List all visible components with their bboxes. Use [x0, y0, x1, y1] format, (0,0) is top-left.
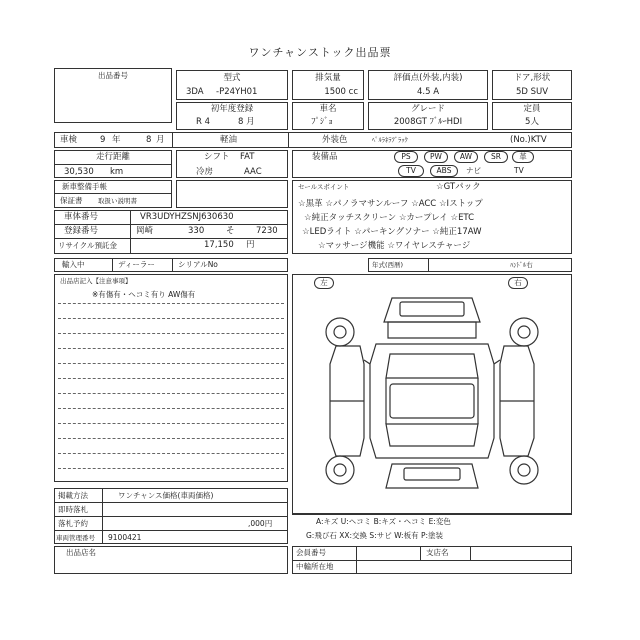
- inspection-label: 車検: [60, 135, 78, 145]
- recycle-unit: 円: [246, 240, 255, 250]
- model-value-left: 3DA: [186, 87, 204, 97]
- shift-box: [176, 150, 288, 178]
- capacity-label: 定員: [523, 104, 541, 114]
- plate-number: 7230: [256, 226, 278, 236]
- door-value: 5D SUV: [515, 87, 549, 97]
- member-label: 会員番号: [296, 548, 326, 557]
- equipment-label: 装備品: [312, 152, 338, 162]
- score-label: 評価点(外装,内装): [393, 73, 463, 83]
- car-diagram: [300, 288, 564, 500]
- auction-sheet: ワンチャンストック出品票 出品番号 型式 3DA -P24YH01 排気量 1500 cc 評価点(外装,内装) 4.5 A ドア,形状 5D SUV 初年度登録 R 4 8 月 車名 ﾌﾟｼﾞｮ グレード 2008GT ﾌﾞﾙｰHDI 定員 5人 車検 9 年 8 月 軽油 外装色 ﾍﾟﾙﾗﾈﾗﾌﾞﾗｯｸ (No.)KTV 走行距離 30,530 km シフト FAT 冷房 AAC 装備品 PS PW AW SR 革 TV ABS ナビ TV 新車整備手帳 保証書 取扱い説明書 セールスポイント ☆GTパック ☆黒革 ☆パノラマサンルーフ ☆ACC ☆Iストップ ☆純正タッチスクリーン ☆カープレイ ☆ETC ☆LEDライト ☆パーキングソナー ☆純正17AW ☆マッサージ機能 ☆ワイヤレスチャージ 車体番号 VR3UDYHZSNJ630630 登録番号 岡崎 330 そ 7230 リサイクル預託金 17,150 円 輸入中 ディーラー シリアルNo 年式(西暦) ﾊﾝﾄﾞﾙ右 出品店記入【注意事項】 ※有傷有・ヘコミ有り AW傷有 左 右 A:キズ U:ヘコミ B:キズ・ヘコミ E:変色 G:飛び石 XX:交換 S:サビ W:板有 P:塗装 掲載方法 ワンチャンス価格(車両価格) 即時落札 落札予約 ,000円 車両管理番号 9100421 出品店名 会員番号 支店名 中輸所在地: [0, 0, 640, 640]
- sales-point-5: ☆マッサージ機能 ☆ワイヤレスチャージ: [318, 241, 471, 251]
- first-reg-month: 8 月: [238, 117, 255, 127]
- lot-number-label: 出品番号: [98, 71, 128, 80]
- member-no-value: 9100421: [108, 533, 142, 542]
- capacity-value: 5人: [525, 117, 539, 127]
- method-value: ワンチャンス価格(車両価格): [118, 491, 214, 500]
- contract-label: 落札予約: [58, 519, 88, 528]
- warranty-label: 保証書: [60, 196, 83, 205]
- import-serial: シリアルNo: [178, 260, 218, 269]
- inspection-year: 9: [100, 135, 106, 145]
- plate-area: 岡崎: [136, 226, 154, 236]
- sales-point-4: ☆LEDライト ☆パーキングソナー ☆純正17AW: [302, 227, 482, 237]
- shop-label: 出品店名: [66, 548, 96, 557]
- grade-label: グレード: [410, 104, 445, 114]
- import-dealer: ディーラー: [118, 260, 155, 269]
- notes-line-1: ※有傷有・ヘコミ有り AW傷有: [92, 290, 196, 299]
- sales-point-2: ☆黒革 ☆パノラマサンルーフ ☆ACC ☆Iストップ: [298, 199, 483, 209]
- mileage-value: 30,530: [64, 167, 94, 177]
- recycle-label: リサイクル預託金: [58, 241, 117, 250]
- door-label: ドア,形状: [513, 73, 551, 83]
- manual-label: 新車整備手帳: [62, 182, 107, 191]
- import-row: [54, 258, 288, 272]
- warranty-value: 取扱い説明書: [98, 197, 137, 205]
- color-value: ﾍﾟﾙﾗﾈﾗﾌﾞﾗｯｸ: [372, 136, 408, 144]
- name-value: ﾌﾟｼﾞｮ: [311, 117, 333, 127]
- member-no-label: 車両管理番号: [56, 534, 95, 542]
- equipment-tv2: TV: [514, 166, 524, 175]
- legend-row-1: A:キズ U:ヘコミ B:キズ・ヘコミ E:変色: [316, 517, 451, 526]
- fuel-value: 軽油: [220, 135, 238, 145]
- mileage-unit: km: [110, 167, 124, 177]
- contract-value: ,000円: [248, 519, 273, 528]
- instant-label: 即時落札: [58, 505, 88, 514]
- diagram-left-label: 左: [320, 278, 328, 287]
- recycle-value: 17,150: [204, 240, 234, 250]
- blank-box: [176, 180, 288, 208]
- sales-point-3: ☆純正タッチスクリーン ☆カープレイ ☆ETC: [304, 213, 475, 223]
- plate-label: 登録番号: [64, 226, 99, 236]
- method-label: 掲載方法: [58, 491, 88, 500]
- sheet-title: ワンチャンストック出品票: [248, 46, 392, 59]
- aircon-label: 冷房: [196, 167, 214, 177]
- inspection-month-unit: 月: [156, 135, 165, 145]
- plate-class: 330: [188, 226, 205, 236]
- grade-value: 2008GT ﾌﾞﾙｰHDI: [393, 117, 463, 127]
- inspection-month: 8: [146, 135, 152, 145]
- mileage-label: 走行距離: [95, 152, 130, 162]
- import-label: 輸入中: [62, 260, 85, 269]
- year-label: 年式(西暦): [372, 261, 404, 269]
- first-reg-year: R 4: [196, 117, 211, 127]
- branch-label: 支店名: [426, 548, 449, 557]
- name-label: 車名: [319, 104, 337, 114]
- equipment-navi: ナビ: [466, 166, 481, 175]
- transport-label: 中輸所在地: [296, 562, 334, 571]
- handle-value: ﾊﾝﾄﾞﾙ右: [510, 261, 533, 269]
- model-value-right: -P24YH01: [216, 87, 258, 97]
- color-label: 外装色: [322, 135, 348, 145]
- displacement-value: 1500 cc: [324, 87, 358, 97]
- first-reg-label: 初年度登録: [210, 104, 254, 114]
- inspection-year-unit: 年: [112, 135, 121, 145]
- aircon-value: AAC: [244, 167, 262, 177]
- score-value: 4.5 A: [416, 87, 440, 97]
- color-number: (No.)KTV: [510, 135, 547, 145]
- model-label: 型式: [223, 73, 241, 83]
- plate-kana: そ: [226, 226, 235, 236]
- sales-point-1: ☆GTパック: [436, 182, 481, 192]
- diagram-right-label: 右: [514, 278, 522, 287]
- shift-value: FAT: [240, 152, 255, 162]
- notes-label: 出品店記入【注意事項】: [60, 277, 132, 285]
- vin-value: VR3UDYHZSNJ630630: [140, 212, 234, 222]
- sales-point-label: セールスポイント: [298, 183, 350, 191]
- vin-label: 車体番号: [64, 212, 99, 222]
- legend-row-2: G:飛び石 XX:交換 S:サビ W:板有 P:塗装: [306, 531, 444, 540]
- inspection-row: [54, 132, 572, 148]
- displacement-label: 排気量: [315, 73, 341, 83]
- shift-label: シフト: [204, 152, 230, 162]
